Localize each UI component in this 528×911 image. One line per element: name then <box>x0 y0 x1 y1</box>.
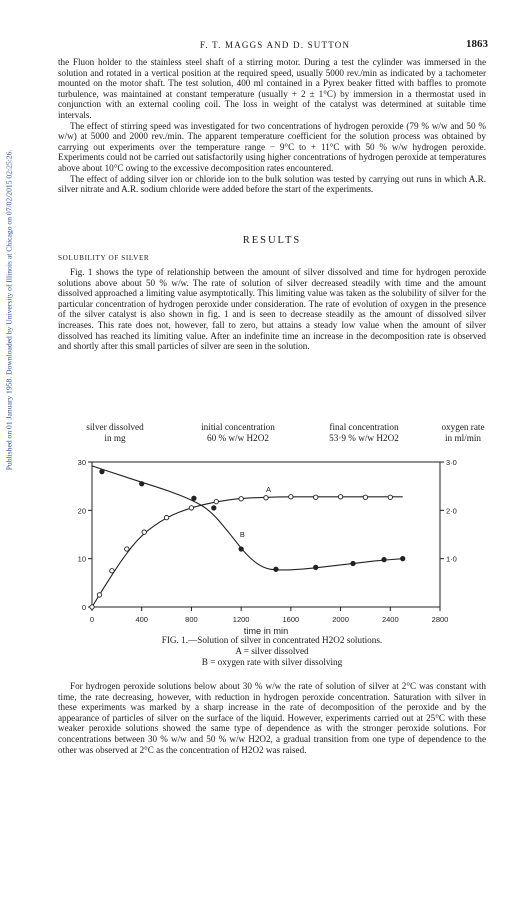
paragraph-4: Fig. 1 shows the type of relationship between the amount of silver dissolved and time for hydrogen peroxide solutions above about 50 % w/w. The rate of solution of silver decreased steadily with time and the amount dissolved approached a limiting value asymptotically. This limiting value was taken as the solubility of silver for the particular concentration of hydrogen peroxide under consideration. The rate of evolution of oxygen in the presence of the silver catalyst is also shown in fig. 1 and is seen to decrease steadily as the amount of dissolved silver increases. This rate does not, however, fall to zero, but attains a steady low value when the amount of silver dissolved has reached its limiting value. After an indefinite time an increase in the decomposition rate is observed and shortly after this small particles of silver are seen in the solution. <box>58 267 486 352</box>
curve-label-A: A <box>265 484 271 494</box>
data-point-A <box>189 506 193 510</box>
data-point-A <box>314 495 318 499</box>
heading-oxygen-line1: oxygen rate <box>441 422 485 432</box>
running-head-authors: F. T. MAGGS AND D. SUTTON <box>199 40 351 50</box>
heading-initial-line2: 60 % w/w H2O2 <box>206 432 269 443</box>
data-point-A <box>363 495 367 499</box>
data-point-B <box>401 556 405 560</box>
download-notice-text: Published on 01 January 1958. Downloaded by University of Illinois at Chicago on 07/02/2015 02:25:26. <box>4 149 14 471</box>
data-point-A <box>97 593 101 597</box>
heading-oxygen-line2: in ml/min <box>445 432 481 443</box>
y-tick-label: 10 <box>77 554 86 564</box>
results-text-continued <box>58 681 486 755</box>
page-number: 1863 <box>466 38 488 50</box>
data-point-A <box>239 497 243 501</box>
legend-b: B = oxygen rate with silver dissolving <box>201 657 343 667</box>
y-tick-label: 0 <box>81 603 86 612</box>
data-point-A <box>142 530 146 534</box>
heading-silver-dissolved-line2: in mg <box>104 432 126 443</box>
y-tick-label: 20 <box>77 506 86 516</box>
paragraph-1: the Fluon holder to the stainless steel shaft of a stirring motor. During a test the cylinder was immersed in the solution and rotated in a vertical position at the required speed, usually 5000 rev./min as indicated by a tachometer mounted on the motor shaft. The test solution, 400 ml contained in a Pyrex beaker fitted with baffles to promote turbulence, was maintained at constant temperature (usually + 2 ± 1°C) by immersion in a thermostat used in conjunction with an external cooling coil. The loss in weight of the catalyst was determined at suitable time intervals. <box>58 57 486 120</box>
series-line-B <box>92 466 403 570</box>
y2-tick-label: 2·0 <box>446 506 457 516</box>
x-tick-label: 1600 <box>282 615 300 624</box>
data-point-A <box>388 495 392 499</box>
series-line-A <box>92 497 403 607</box>
heading-final-line2: 53·9 % w/w H2O2 <box>329 432 399 443</box>
data-point-B <box>274 567 278 571</box>
solubility-subheading: SOLUBILITY OF SILVER <box>58 254 150 262</box>
data-point-B <box>382 557 386 561</box>
heading-silver-dissolved-line1: silver dissolved <box>86 422 144 432</box>
x-tick-label: 1200 <box>232 615 250 624</box>
data-point-A <box>264 496 268 500</box>
x-tick-label: 2000 <box>332 615 349 624</box>
legend-a: A = silver dissolved <box>235 646 309 656</box>
data-point-A <box>110 569 114 573</box>
y-tick-label: 30 <box>77 458 86 467</box>
data-point-A <box>338 495 342 499</box>
x-tick-label: 0 <box>89 615 95 624</box>
data-point-A <box>289 495 293 499</box>
data-point-A <box>90 605 94 609</box>
figure-caption: FIG. 1.—Solution of silver in concentrated H2O2 solutions. <box>161 635 383 645</box>
paragraph-2: The effect of stirring speed was investigated for two concentrations of hydrogen peroxide (79 % w/w and 50 % w/w) at 5000 and 2000 rev./min. The apparent temperature coefficient for the solution process was obtained by carrying out experiments over the temperature range − 9°C to + 11°C with 50 % w/w hydrogen peroxide. Experiments could not be carried out satisfactorily using higher concentrations of hydrogen peroxide at temperatures above about 10°C owing to the excessive decomposition rates encountered. <box>58 120 486 173</box>
paragraph-5: For hydrogen peroxide solutions below about 30 % w/w the rate of solution of silver at 2°C was constant with time, the rate decreasing, however, with reduction in hydrogen peroxide concentration. Saturation with silver in these experiments was marked by a sharp increase in the rate of decomposition of the peroxide and by the appearance of particles of silver on the surface of the liquid. However, experiments carried out at 25°C with these weaker peroxide solutions showed the same type of dependence as with the stronger peroxide solutions. For concentrations between 30 % w/w and 50 % w/w H2O2, a gradual transition from one type of dependence to the other was observed at 2°C as the concentration of H2O2 was raised. <box>58 681 486 755</box>
x-axis-label: time in min <box>243 626 289 636</box>
y2-tick-label: 1·0 <box>446 554 457 564</box>
data-point-B <box>212 506 216 510</box>
x-tick-label: 400 <box>135 615 148 624</box>
x-tick-label: 2400 <box>381 615 399 624</box>
x-tick-label: 800 <box>185 615 198 624</box>
data-point-A <box>125 547 129 551</box>
data-point-B <box>239 547 243 551</box>
data-point-B <box>140 482 144 486</box>
data-point-A <box>214 499 218 503</box>
curve-label-B: B <box>239 529 245 539</box>
data-point-B <box>314 565 318 569</box>
y2-tick-label: 3·0 <box>446 458 457 467</box>
figure-caption-block <box>58 635 486 668</box>
heading-final-line1: final concentration <box>329 422 399 432</box>
data-point-B <box>192 496 196 500</box>
data-point-B <box>351 561 355 565</box>
data-point-B <box>100 469 104 473</box>
data-point-A <box>164 515 168 519</box>
x-tick-label: 2800 <box>431 615 449 624</box>
paragraph-3: The effect of adding silver ion or chloride ion to the bulk solution was tested by carrying out runs in which A.R. silver nitrate and A.R. sodium chloride were added before the start of the experiments. <box>58 173 486 195</box>
results-heading: RESULTS <box>242 235 302 246</box>
heading-initial-line1: initial concentration <box>201 422 275 432</box>
